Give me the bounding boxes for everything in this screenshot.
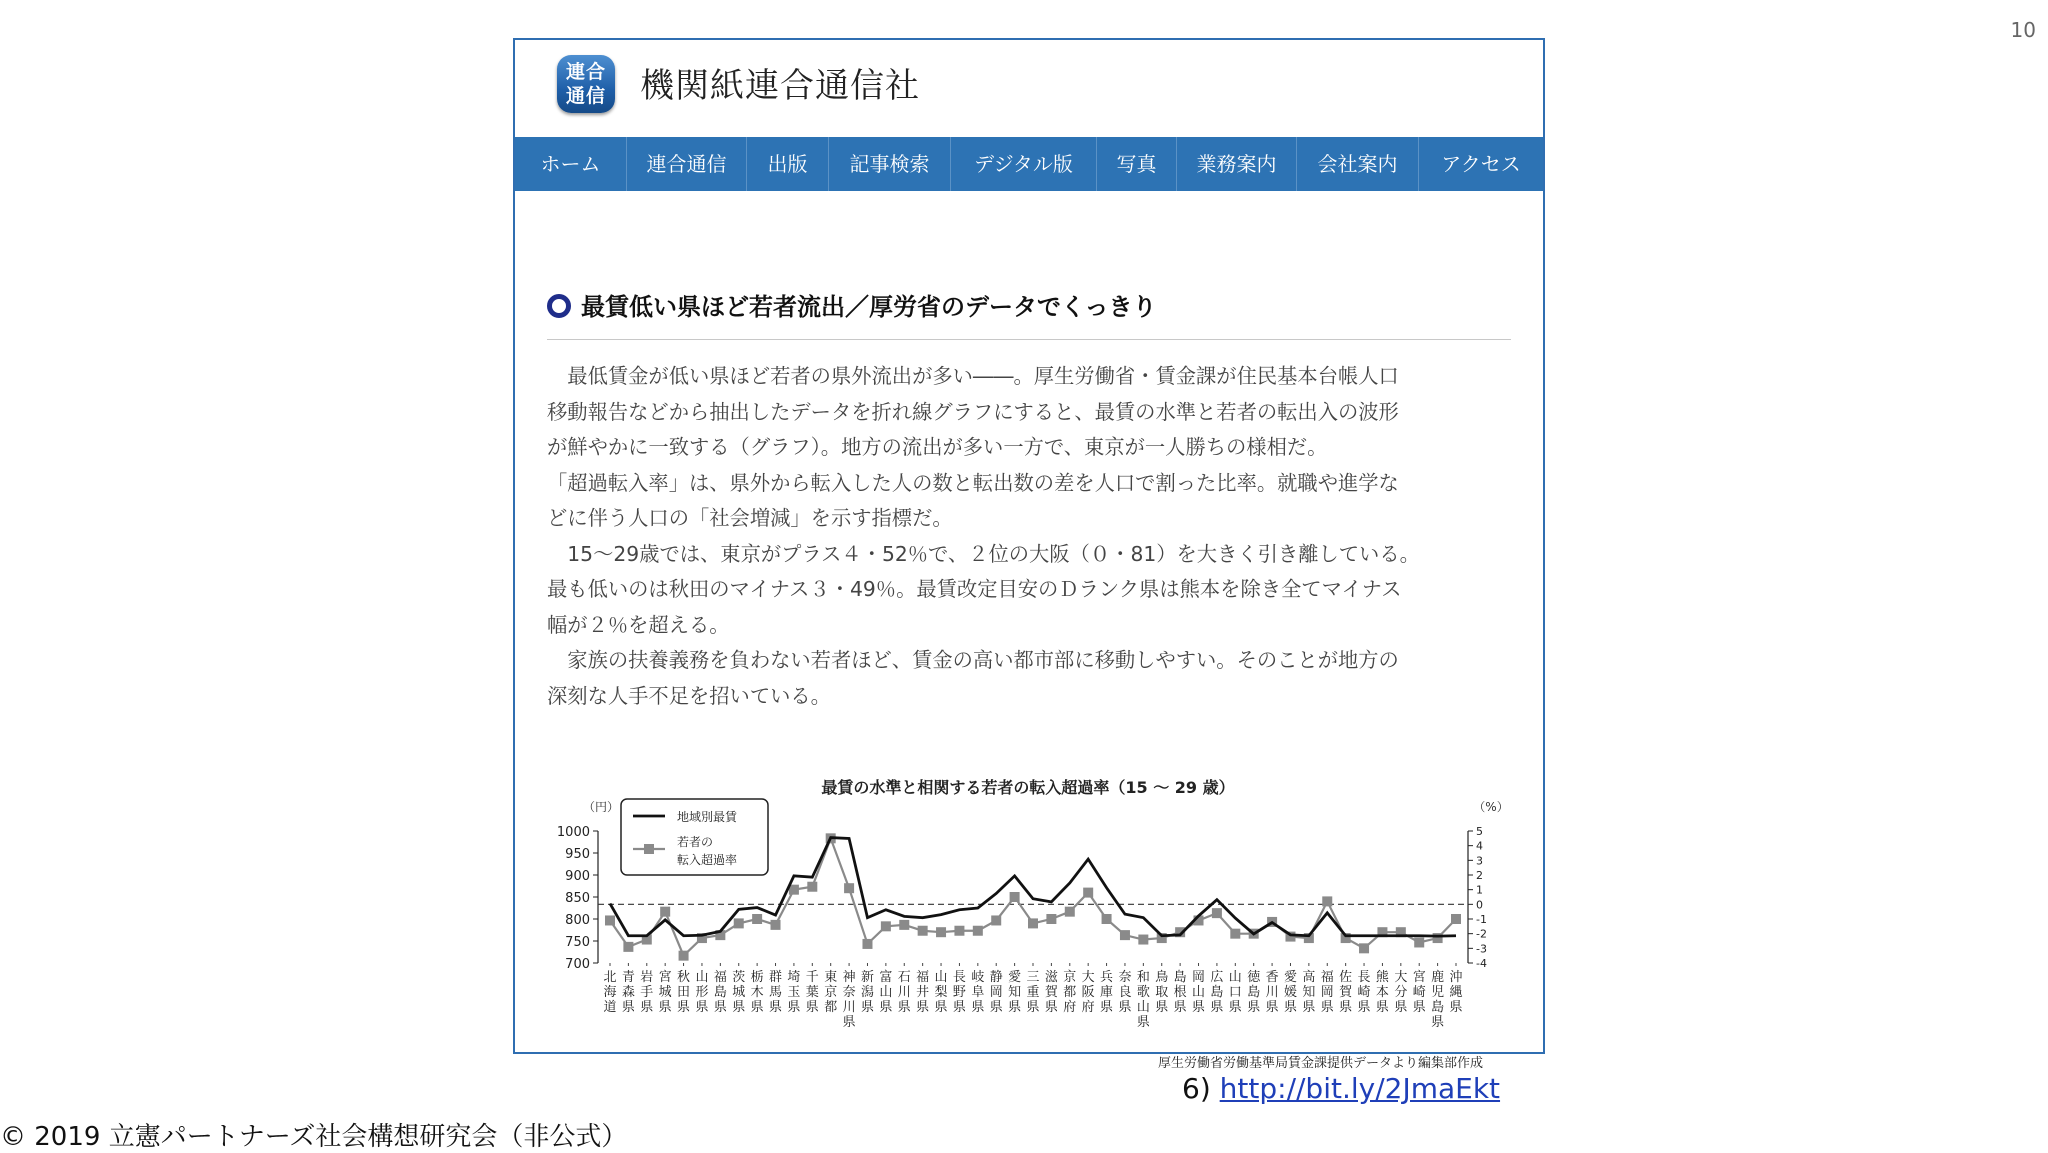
x-tick-label: 香川県 — [1265, 970, 1279, 1015]
left-tick-label: 800 — [565, 913, 590, 928]
series-marker-youth-rate — [991, 915, 1001, 925]
x-tick-label: 宮崎県 — [1412, 970, 1426, 1015]
x-tick-label: 秋田県 — [677, 970, 691, 1015]
x-tick-label: 京都府 — [1063, 970, 1077, 1015]
x-tick-label: 宮城県 — [658, 970, 672, 1015]
series-marker-youth-rate — [1046, 914, 1056, 924]
x-tick-label: 石川県 — [897, 970, 911, 1015]
legend-marker-youth-rate — [644, 844, 654, 854]
chart-source-note: 厚生労働省労働基準局賃金課提供データより編集部作成 — [1157, 1056, 1483, 1071]
body-line: 15〜29歳では、東京がプラス４・52％で、２位の大阪（０・81）を大きく引き離している。 — [547, 541, 1420, 566]
logo-text-line1: 連合 — [565, 61, 606, 83]
x-tick-label: 岩手県 — [640, 970, 654, 1015]
series-marker-youth-rate — [771, 920, 781, 930]
nav-item-digital[interactable]: デジタル版 — [951, 137, 1097, 191]
body-line: 最も低いのは秋田のマイナス３・49％。最賃改定目安のＤランク県は熊本を除き全てマイナス — [547, 577, 1402, 601]
x-tick-label: 神奈川県 — [842, 970, 856, 1030]
left-tick-label: 1000 — [556, 825, 590, 840]
right-tick-label: -4 — [1476, 957, 1487, 970]
nav-item-rengo-tsushin[interactable]: 連合通信 — [627, 137, 747, 191]
left-tick-label: 750 — [565, 935, 590, 950]
x-tick-label: 愛媛県 — [1283, 970, 1297, 1015]
x-tick-label: 島根県 — [1173, 970, 1187, 1015]
x-tick-label: 沖縄県 — [1449, 970, 1463, 1015]
x-tick-label: 新潟県 — [860, 970, 874, 1015]
series-marker-youth-rate — [899, 920, 909, 930]
series-marker-youth-rate — [1028, 918, 1038, 928]
x-tick-label: 滋賀県 — [1044, 970, 1058, 1015]
right-tick-label: 1 — [1476, 883, 1483, 897]
series-marker-youth-rate — [1359, 943, 1369, 953]
right-tick-label: 0 — [1476, 898, 1483, 912]
right-tick-label: -1 — [1476, 913, 1487, 926]
body-line: 家族の扶養義務を負わない若者ほど、賃金の高い都市部に移動しやすい。そのことが地方の — [547, 648, 1399, 672]
legend-label-youth-rate: 若者の転入超過率 — [677, 835, 738, 867]
series-marker-youth-rate — [954, 926, 964, 936]
x-tick-label: 奈良県 — [1118, 970, 1132, 1015]
x-tick-label: 長崎県 — [1357, 970, 1371, 1015]
footnote — [1182, 1072, 1500, 1105]
chart-svg — [543, 771, 1513, 1071]
body-line: どに伴う人口の「社会増減」を示す指標だ。 — [547, 506, 953, 530]
x-tick-label: 千葉県 — [805, 970, 819, 1015]
nav-item-publishing[interactable]: 出版 — [747, 137, 829, 191]
footnote-link[interactable]: http://bit.ly/2JmaEkt — [1219, 1072, 1501, 1105]
circle-bullet-icon — [547, 294, 571, 318]
headline-row — [547, 287, 1511, 340]
x-tick-label: 三重県 — [1026, 970, 1040, 1015]
x-tick-label: 茨城県 — [732, 970, 746, 1015]
x-tick-label: 栃木県 — [750, 970, 764, 1015]
body-line: 最低賃金が低い県ほど若者の県外流出が多い――。厚生労働省・賃金課が住民基本台帳人口 — [547, 364, 1399, 388]
series-marker-youth-rate — [1433, 933, 1443, 943]
x-tick-label: 愛知県 — [1008, 970, 1022, 1015]
body-line: 「超過転入率」は、県外から転入した人の数と転出数の差を人口で割った比率。就職や進学な — [547, 470, 1399, 495]
body-line: 移動報告などから抽出したデータを折れ線グラフにすると、最賃の水準と若者の転出入の波形 — [547, 399, 1399, 424]
left-tick-label: 900 — [565, 869, 590, 884]
x-tick-label: 岐阜県 — [971, 970, 985, 1015]
x-tick-label: 広島県 — [1210, 970, 1224, 1015]
series-marker-youth-rate — [1065, 907, 1075, 917]
series-marker-youth-rate — [881, 921, 891, 931]
series-marker-youth-rate — [660, 907, 670, 917]
legend-label-min-wage: 地域別最賃 — [677, 810, 738, 824]
nav-item-photos[interactable]: 写真 — [1097, 137, 1177, 191]
x-tick-label: 兵庫県 — [1100, 970, 1114, 1015]
series-marker-youth-rate — [936, 927, 946, 937]
series-marker-youth-rate — [1010, 892, 1020, 902]
x-tick-label: 和歌山県 — [1136, 970, 1150, 1030]
x-tick-label: 徳島県 — [1247, 970, 1261, 1015]
website-screenshot — [513, 38, 1545, 1071]
x-tick-label: 高知県 — [1302, 970, 1316, 1015]
left-tick-label: 850 — [565, 891, 590, 906]
nav-item-access[interactable]: アクセス — [1441, 152, 1521, 176]
slide-number: 10 — [2010, 18, 2036, 42]
x-tick-label: 山梨県 — [934, 970, 948, 1015]
left-tick-label: 950 — [565, 847, 590, 862]
right-tick-label: 3 — [1476, 854, 1483, 868]
series-marker-youth-rate — [1102, 914, 1112, 924]
article-headline: 最賃低い県ほど若者流出／厚労省のデータでくっきり — [581, 293, 1157, 321]
x-tick-label: 福岡県 — [1320, 970, 1334, 1015]
copyright-text: © 2019 立憲パートナーズ社会構想研究会（非公式） — [0, 1122, 628, 1152]
series-marker-youth-rate — [862, 939, 872, 949]
series-marker-youth-rate — [752, 914, 762, 924]
series-marker-youth-rate — [973, 926, 983, 936]
series-marker-youth-rate — [844, 883, 854, 893]
series-marker-youth-rate — [918, 926, 928, 936]
x-tick-label: 静岡県 — [989, 970, 1003, 1015]
site-header — [515, 40, 1543, 137]
right-tick-label: 5 — [1476, 825, 1483, 838]
x-tick-label: 大阪府 — [1081, 970, 1095, 1015]
x-tick-label: 福島県 — [713, 970, 727, 1015]
body-line: が鮮やかに一致する（グラフ）。地方の流出が多い一方で、東京が一人勝ちの様相だ。 — [547, 435, 1328, 459]
x-tick-label: 佐賀県 — [1339, 970, 1353, 1015]
series-marker-youth-rate — [679, 951, 689, 961]
left-axis-unit: （円） — [583, 800, 620, 814]
logo-text-line2: 通信 — [565, 85, 606, 107]
series-marker-youth-rate — [605, 915, 615, 925]
series-marker-youth-rate — [1138, 935, 1148, 945]
x-tick-label: 長野県 — [952, 970, 966, 1015]
x-tick-label: 山口県 — [1228, 970, 1242, 1015]
x-tick-label: 群馬県 — [769, 970, 783, 1015]
footnote-prefix: 6) — [1182, 1072, 1211, 1105]
right-tick-label: -2 — [1476, 927, 1487, 941]
series-marker-youth-rate — [1212, 908, 1222, 918]
body-line: 幅が２％を超える。 — [547, 612, 730, 637]
x-tick-label: 鹿児島県 — [1431, 970, 1445, 1030]
x-tick-label: 熊本県 — [1375, 970, 1389, 1015]
x-tick-label: 大分県 — [1394, 970, 1408, 1015]
right-tick-label: -3 — [1476, 942, 1487, 956]
article-body — [547, 359, 1512, 714]
x-tick-label: 青森県 — [621, 970, 635, 1015]
series-marker-youth-rate — [1230, 929, 1240, 939]
series-marker-youth-rate — [1451, 914, 1461, 924]
x-tick-label: 富山県 — [879, 970, 893, 1015]
x-tick-label: 東京都 — [824, 970, 838, 1015]
site-title[interactable]: 機関紙連合通信社 — [640, 66, 920, 106]
chart-title: 最賃の水準と相関する若者の転入超過率（15 〜 29 歳） — [821, 778, 1235, 797]
body-line: 深刻な人手不足を招いている。 — [547, 683, 831, 708]
right-tick-label: 4 — [1476, 839, 1483, 853]
left-tick-label: 700 — [565, 957, 590, 972]
series-marker-youth-rate — [1083, 888, 1093, 898]
nav-item-services[interactable]: 業務案内 — [1177, 137, 1297, 191]
series-marker-youth-rate — [1120, 930, 1130, 940]
nav-item-company[interactable]: 会社案内 — [1297, 137, 1419, 191]
nav-item-article-search[interactable]: 記事検索 — [829, 137, 951, 191]
x-tick-label: 埼玉県 — [787, 970, 801, 1015]
series-marker-youth-rate — [1322, 896, 1332, 906]
series-marker-youth-rate — [623, 942, 633, 952]
x-tick-label: 福井県 — [916, 970, 930, 1015]
right-tick-label: 2 — [1476, 869, 1483, 882]
x-tick-label: 北海道 — [603, 970, 617, 1015]
right-axis-unit: （%） — [1473, 800, 1509, 814]
nav-item-home[interactable]: ホーム — [515, 137, 627, 191]
chart-area — [543, 771, 1513, 1071]
series-marker-youth-rate — [1414, 937, 1424, 947]
x-tick-label: 鳥取県 — [1155, 970, 1169, 1015]
site-logo[interactable] — [557, 55, 615, 113]
main-nav — [515, 137, 1543, 191]
x-tick-label: 山形県 — [695, 970, 709, 1015]
series-marker-youth-rate — [807, 882, 817, 892]
x-tick-label: 岡山県 — [1192, 970, 1206, 1015]
series-marker-youth-rate — [734, 918, 744, 928]
